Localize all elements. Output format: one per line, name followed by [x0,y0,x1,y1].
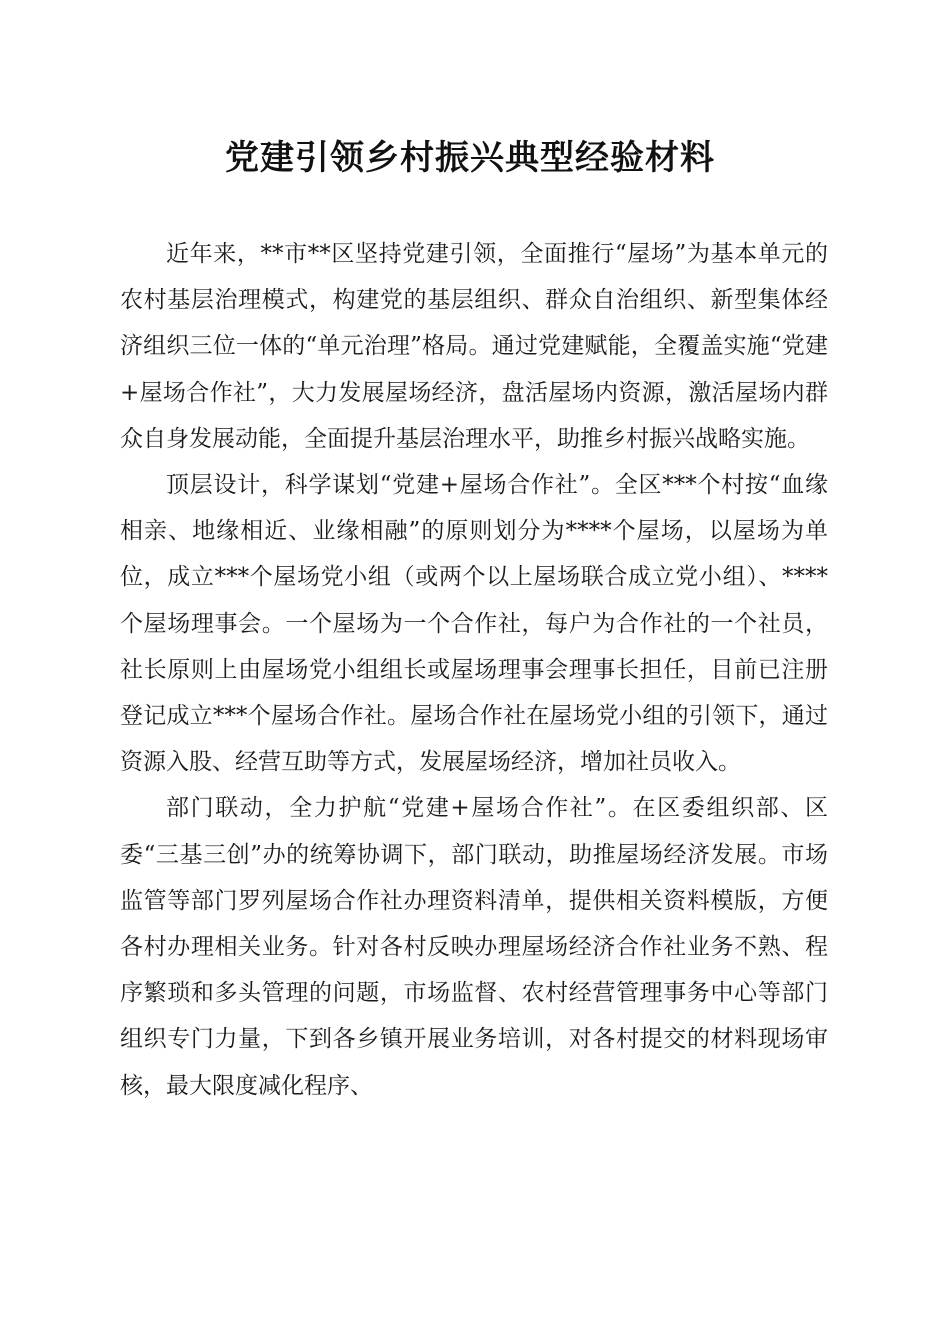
paragraph-2: 顶层设计，科学谋划“党建+屋场合作社”。全区***个村按“血缘相亲、地缘相近、业缘相融”的原则划分为****个屋场，以屋场为单位，成立***个屋场党小组（或两个以上屋场联合成立党小组）、****个屋场理事会。一个屋场为一个合作社，每户为合作社的一个社员，社长原则上由屋场党小组组长或屋场理事会理事长担任，目前已注册登记成立***个屋场合作社。屋场合作社在屋场党小组的引领下，通过资源入股、经营互助等方式，发展屋场经济，增加社员收入。 [120,472,828,776]
paragraph-3: 部门联动，全力护航“党建+屋场合作社”。在区委组织部、区委“三基三创”办的统筹协调下，部门联动，助推屋场经济发展。市场监管等部门罗列屋场合作社办理资料清单，提供相关资料模版，方便各村办理相关业务。针对各村反映办理屋场经济合作社业务不熟、程序繁琐和多头管理的问题，市场监督、农村经营管理事务中心等部门组织专门力量，下到各乡镇开展业务培训，对各村提交的材料现场审核，最大限度减化程序、 [120,795,828,1099]
paragraph-1: 近年来，**市**区坚持党建引领，全面推行“屋场”为基本单元的农村基层治理模式，构建党的基层组织、群众自治组织、新型集体经济组织三位一体的“单元治理”格局。通过党建赋能，全覆盖实施“党建+屋场合作社”，大力发展屋场经济，盘活屋场内资源，激活屋场内群众自身发展动能，全面提升基层治理水平，助推乡村振兴战略实施。 [120,241,828,452]
document-body [120,231,828,1109]
document-title: 党建引领乡村振兴典型经验材料 [225,138,715,178]
